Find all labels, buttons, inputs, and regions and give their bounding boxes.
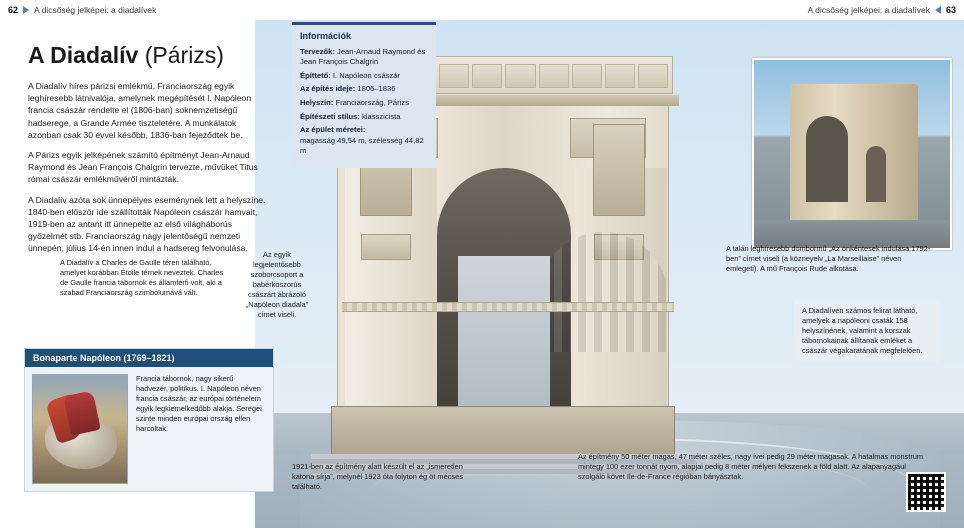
body-paragraph-3: A Diadalív azóta sok ünnepélyes eseménynek lett a helyszíne. 1840-ben először ide szállították Napóleon császár hamvait, 1919-ben az antant itt ünnepelte az első világháborús győzelmét stb. Franciaország nagy jelentőségű nemzeti ünnepén, július 14-én innen indul a hadsereg felvonulása. <box>28 194 266 254</box>
page-title-sub: (Párizs) <box>144 42 224 68</box>
page-header <box>0 0 964 20</box>
info-value-period: 1806–1836 <box>357 84 396 94</box>
body-paragraph-1: A Diadalív híres párizsi emlékmű, Franciaország egyik leghíresebb látnivalója, amelynek megépítését I. Napóleon francia császár rendelte el (1806-ban) soknemzetiségű hadserege, a Grande Armée tiszteletére. A munkálatok azonban csak 30 évvel később, 1836-ban fejeződtek be. <box>28 81 252 140</box>
page-title <box>28 42 224 69</box>
arc-frieze <box>342 302 674 312</box>
page-title-main: A Diadalív <box>28 42 139 68</box>
napoleon-box-heading: Bonaparte Napóleon (1769–1821) <box>25 349 273 367</box>
info-value-dimensions: magasság 49,54 m, szélesség 44,82 m <box>300 135 424 156</box>
info-row-builder <box>300 71 428 82</box>
info-key-location: Helyszín: <box>300 97 334 107</box>
qr-code-icon[interactable] <box>906 472 946 512</box>
info-key-period: Az építés ideje: <box>300 84 356 94</box>
photo-side-arch <box>866 146 886 202</box>
triangle-left-icon[interactable] <box>935 6 941 14</box>
photo-arch-opening <box>806 116 848 202</box>
info-box-heading: Információk <box>300 31 352 41</box>
napoleon-box-body <box>25 367 273 491</box>
info-key-builder: Építtető: <box>300 70 331 80</box>
info-row-dimensions <box>300 125 428 157</box>
callout-famous-relief: A talán leghíresebb dombormű „Az önkéntesek indulása 1792-ben” címet viseli (a közneyelv „La Marseillaise” néven emlegeti). A mű François Rude alkotása. <box>726 244 931 273</box>
info-key-style: Építészeti stílus: <box>300 111 360 121</box>
body-paragraph-2: A Párizs egyik jelképének számító építményt Jean-Arnaud Raymond és Jean François Chalgrin tervezte, művüket Titus római császár emlékművéről mintázták. <box>28 150 258 185</box>
info-box <box>292 22 436 168</box>
napoleon-box-text: Francia tábornok, nagy sikerű hadvezér, politikus. I. Napóleon néven francia császár, az európai történelem egyik legkiemelkedőbb alakja. Seregei szinte minden európai ország ellen harcoltak. <box>136 374 262 433</box>
body-paragraphs <box>28 80 268 263</box>
napoleon-info-box <box>24 348 274 492</box>
callout-unknown-soldier: 1921-ben az építmény alatt készült el az „ismeretlen katona sírja”, melynél 1923 óta folyton ég öt mécses található. <box>292 462 463 491</box>
info-value-style: klasszicista <box>362 111 401 121</box>
header-right <box>808 5 956 15</box>
info-key-designers: Tervezők: <box>300 46 335 56</box>
triangle-right-icon[interactable] <box>23 6 29 14</box>
callout-sculpture-group: Az egyik legjelentősebb szoborcsoport a babérkoszorús császárt ábrázoló „Napóleon diadala” címet viseli. <box>245 250 309 319</box>
arc-photograph <box>752 58 952 250</box>
callout-charles-de-gaulle: A Diadalív a Charles de Gaulle téren található, amelyet korábban Étoile térnek neveztek. Charles de Gaulle francia tábornok és államférfi volt, aki a szabad Franciaország szimbólumává vált. <box>60 258 224 297</box>
header-left <box>8 5 156 15</box>
callout-inscriptions: A Diadalíven számos felirat látható, amelyek a napóleoni csaták 158 helyszínének, valamint a korszak tábornokainak állítanak emléket a császár végakaratának megfelelően. <box>794 300 940 362</box>
info-key-dimensions: Az épület méretei: <box>300 125 366 135</box>
info-row-designers <box>300 47 428 68</box>
info-value-builder: I. Napóleon császár <box>332 70 401 80</box>
arc-coffered-vault <box>538 232 668 352</box>
napoleon-portrait <box>32 374 128 484</box>
header-title-left: A dicsőség jelképei: a diadalívek <box>34 5 157 15</box>
info-row-period <box>300 84 428 95</box>
arc-sculpture-group-right <box>593 124 645 216</box>
callout-dimensions-detail: Az építmény 50 méter magas, 47 méter széles, nagy ívei pedig 29 méter magasak. A hatalmas monstrum mintegy 100 ezer tonnát nyom, alapjai pedig 8 méter mélyen fekszenek a föld alatt. Az alapanyagául szolgáló követ Ile-de-France régióban bányásztak. <box>578 452 924 481</box>
info-row-style <box>300 112 428 123</box>
info-value-designers: Jean-Arnaud Raymond és Jean François Chalgrin <box>300 46 426 67</box>
page-number-left: 62 <box>8 5 19 15</box>
info-value-location: Franciaország, Párizs <box>335 97 409 107</box>
info-row-location <box>300 98 428 109</box>
page-number-right: 63 <box>945 5 956 15</box>
header-title-right: A dicsőség jelképei: a diadalívek <box>807 5 930 15</box>
arc-small-relief-left <box>361 234 411 260</box>
